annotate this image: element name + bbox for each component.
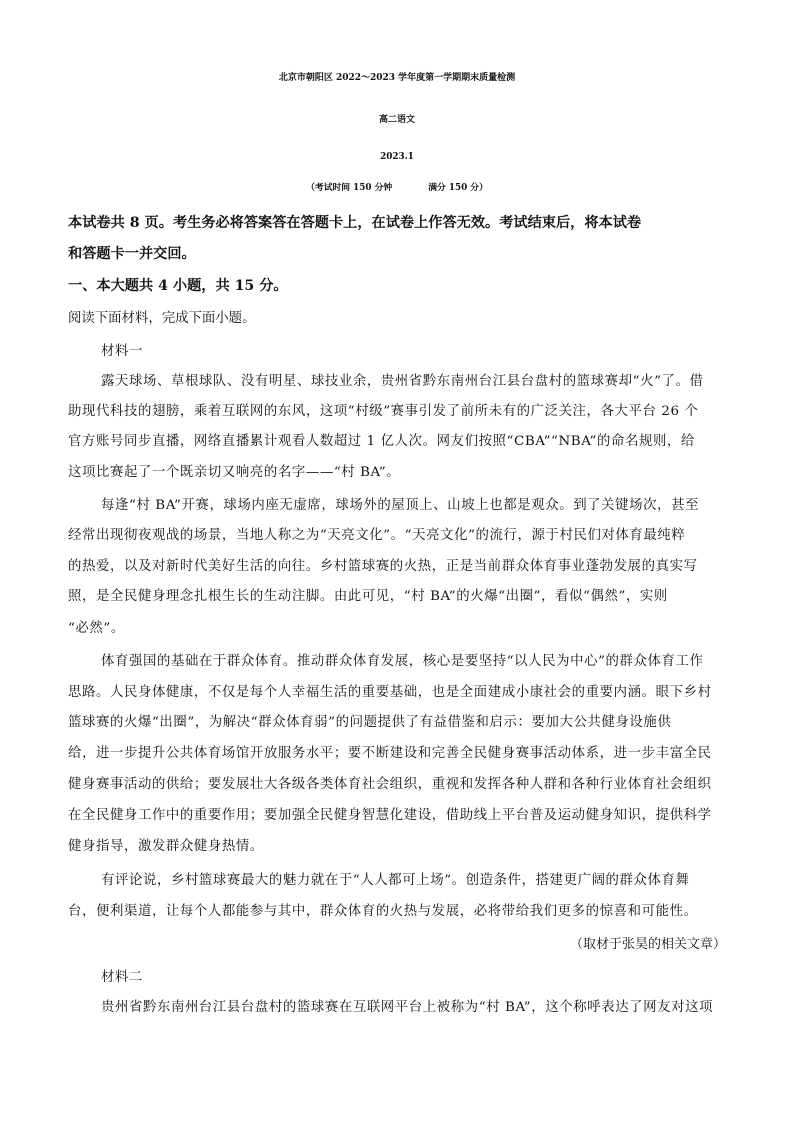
instructions-line-1: 本试卷共 8 页。考生务必将答案答在答题卡上，在试卷上作答无效。考试结束后，将本试卷 — [68, 215, 642, 231]
paragraph-line: 经常出现彻夜观战的场景，当地人称之为“天亮文化”。“天亮文化”的流行，源于村民们对体育最纯粹 — [68, 528, 686, 543]
exam-title: 北京市朝阳区 2022～2023 学年度第一学期期末质量检测 — [278, 73, 516, 83]
paragraph-line: 贵州省黔东南州台江县台盘村的篮球赛在互联网平台上被称为“村 BA”，这个称呼表达了网友对这项 — [101, 1000, 714, 1015]
section-heading: 一、本大题共 4 小题，共 15 分。 — [68, 278, 288, 294]
paragraph-line: 露天球场、草根球队、没有明星、球技业余，贵州省黔东南州台江县台盘村的篮球赛却“火”了。借 — [101, 374, 704, 389]
paragraph-line: 照，是全民健身理念扎根生长的生动注脚。由此可见，“村 BA”的火爆“出圈”，看似“偶然”，实则 — [68, 589, 668, 604]
material-label: 材料一 — [101, 344, 143, 359]
paragraph-line: 体育强国的基础在于群众体育。推动群众体育发展，核心是要坚持“以人民为中心”的群众体育工作 — [101, 654, 704, 669]
exam-info — [0, 180, 794, 193]
instructions-line-2: 和答题卡一并交回。 — [68, 246, 196, 262]
paragraph-line: 思路。人民身体健康，不仅是每个人幸福生活的重要基础，也是全面建成小康社会的重要内涵。眼下乡村 — [68, 685, 712, 700]
paragraph-line: 篮球赛的火爆“出圈”，为解决“群众体育弱”的问题提供了有益借鉴和启示：要加大公共健身设施供 — [68, 715, 672, 730]
section-prompt: 阅读下面材料，完成下面小题。 — [68, 311, 256, 326]
paragraph-line: 助现代科技的翅膀，乘着互联网的东风，这项“村级”赛事引发了前所未有的广泛关注，各大平台 26 个 — [68, 404, 699, 419]
exam-time: （考试时间 150 分钟 — [306, 183, 393, 193]
paragraph-line: 给，进一步提升公共体育场馆开放服务水平；要不断建设和完善全民健身赛事活动体系，进一步丰富全民 — [68, 746, 712, 761]
paragraph-line: 健身赛事活动的供给；要发展壮大各级各类体育社会组织，重视和发挥各种人群和各种行业体育社会组织 — [68, 777, 712, 792]
paragraph-line: 的热爱，以及对新时代美好生活的向往。乡村篮球赛的火热，正是当前群众体育事业蓬勃发展的真实写 — [68, 559, 698, 574]
material-label: 材料二 — [101, 970, 143, 985]
exam-date: 2023.1 — [380, 152, 414, 162]
paragraph-line: “必然”。 — [68, 621, 125, 636]
paragraph-line: 有评论说，乡村篮球赛最大的魅力就在于“人人都可上场”。创造条件，搭建更广阔的群众体育舞 — [101, 873, 690, 888]
exam-full-score: 满分 150 分） — [428, 183, 488, 193]
paragraph-line: 在全民健身工作中的重要作用；要加强全民健身智慧化建设，借助线上平台普及运动健身知识，提供科学 — [68, 808, 712, 823]
paragraph-line: 官方账号同步直播，网络直播累计观看人数超过 1 亿人次。网友们按照“CBA”“NBA”的命名规则，给 — [68, 434, 695, 449]
source-citation: （取材于张昊的相关文章） — [569, 937, 726, 952]
exam-subject: 高二语文 — [378, 115, 415, 125]
paragraph-line: 每逢“村 BA”开赛，球场内座无虚席，球场外的屋顶上、山坡上也都是观众。到了关键场次，甚至 — [101, 498, 700, 513]
paragraph-line: 健身指导，激发群众健身热情。 — [68, 839, 264, 854]
paragraph-line: 这项比赛起了一个既亲切又响亮的名字——“村 BA”。 — [68, 465, 401, 480]
paragraph-line: 台，便利渠道，让每个人都能参与其中，群众体育的火热与发展，必将带给我们更多的惊喜和可能性。 — [68, 904, 698, 919]
